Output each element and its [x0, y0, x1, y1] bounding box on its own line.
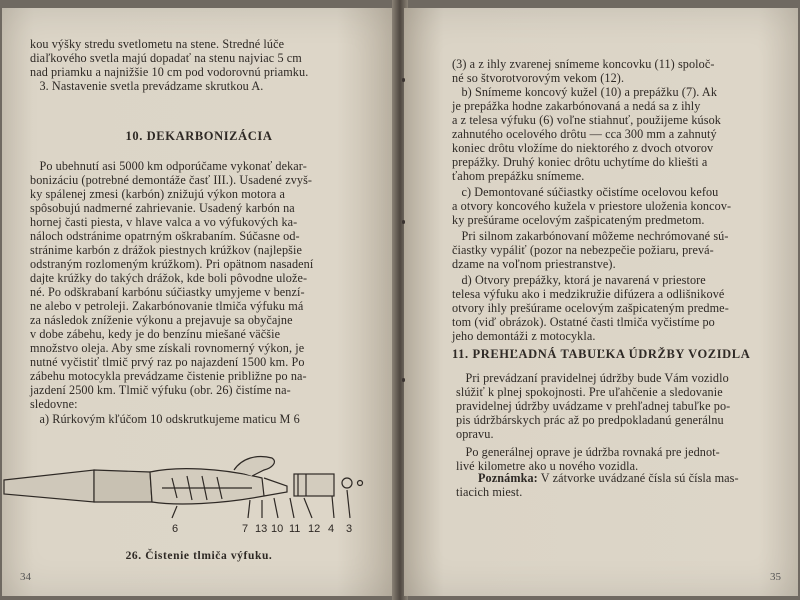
- text-line: Po generálnej oprave je údržba rovnaká pre jednot-: [456, 445, 720, 459]
- text-line: odstraným rozlomeným krúžkom). Pri opätnom nasadení: [30, 257, 314, 271]
- muffler-cleaning-illustration: [2, 448, 396, 558]
- note-line: tiacich miest.: [456, 485, 523, 499]
- text-line: ťahom prepážku snímeme.: [452, 169, 585, 183]
- text-line: livé kilometre ako u nového vozidla.: [456, 459, 639, 473]
- step-a-line: a) Rúrkovým kľúčom 10 odskrutkujeme maticu M 6: [30, 412, 300, 426]
- left-page: [2, 8, 396, 596]
- note-line: [456, 472, 739, 485]
- figure-label: 11: [289, 523, 301, 535]
- text-line: c) Demontované súčiastky očistíme ocelovou kefou: [452, 185, 719, 199]
- text-line: pis údržbárskych prác až po predpokladanú generálnu: [456, 413, 724, 427]
- figure-label: 7: [242, 523, 249, 535]
- page-number-left: 34: [20, 571, 31, 583]
- text-line: zábehu motocykla prevádzame čistenie približne po na-: [30, 369, 307, 383]
- text-line: je prepážka hodne zakarbónovaná a nedá sa z ihly: [452, 99, 701, 113]
- figure-label: 4: [328, 523, 335, 535]
- text-line: 3. Nastavenie svetla prevádzame skrutkou A.: [30, 79, 264, 93]
- text-line: a z telesa výfuku (6) voľne stiahnuť, použijeme kúsok: [452, 113, 721, 127]
- text-line: né so štvorotvorovým vekom (12).: [452, 71, 625, 85]
- section-heading: 11. PREHĽADNÁ TABUĽKA ÚDRŽBY VOZIDLA: [452, 347, 751, 361]
- text-line: opravu.: [456, 427, 494, 441]
- text-line: pravidelnej údržby uvádzame v prehľadnej tabuľke po-: [456, 399, 731, 413]
- text-line: né. Po odškrabaní karbónu súčiastky umyjeme v benzí-: [30, 285, 305, 299]
- figure-label: 6: [172, 523, 179, 535]
- text-line: diaľkového svetla majú dopadať na stenu najviac 5 cm: [30, 51, 302, 65]
- text-line: v dobe zábehu, kedy je do benzínu miešané väčšie: [30, 327, 281, 341]
- text-line: kou výšky stredu svetlometu na stene. Stredné lúče: [30, 37, 285, 51]
- binding-mark: [402, 220, 405, 224]
- text-line: spôsobujú nadmerné zahrievanie. Usadený karbón na: [30, 201, 295, 215]
- text-line: Pri silnom zakarbónovaní môžeme nechrómované sú-: [452, 229, 729, 243]
- text-line: dajte krúžky do takých drážok, kde boli pôvodne ulože-: [30, 271, 308, 285]
- text-line: zahnutého ocelového drôtu — cca 300 mm a zahnutý: [452, 127, 717, 141]
- text-line: ne alebo v petroleji. Zakarbónovanie tlmiča výfuku má: [30, 299, 304, 313]
- text-line: ky prešúrame ocelovým zašpicateným predmetom.: [452, 213, 705, 227]
- text-line: dzame na voľnom priestranstve).: [452, 257, 616, 271]
- text-line: slúžiť k plnej spokojnosti. Pre uľahčenie a sledovanie: [456, 385, 723, 399]
- binding-mark: [402, 78, 405, 82]
- text-line: tom (viď obrázok). Ostatné časti tlmiča vyčistíme po: [452, 315, 715, 329]
- binding-mark: [402, 378, 405, 382]
- text-line: stránime karbón z drážok piestnych krúžkov (najlepšie: [30, 243, 302, 257]
- text-line: (3) a z ihly zvarenej snímeme koncovku (11) spoloč-: [452, 57, 715, 71]
- text-line: koniec drôtu vložíme do niektorého z dvoch otvorov: [452, 141, 714, 155]
- text-line: čiastky vypáliť (pozor na nebezpečie požiaru, prevá-: [452, 243, 714, 257]
- text-line: náloch odstránime opatrným oškrabaním. Súčasne od-: [30, 229, 300, 243]
- text-line: množstvo oleja. Aby sme získali rovnomerný výkon, je: [30, 341, 305, 355]
- text-line: nutné vyčistiť tlmič prvý raz po najazdení 1500 km. Po: [30, 355, 305, 369]
- figure-label: 13: [255, 523, 268, 535]
- text-line: prepážky. Druhý koniec drôtu uchytíme do kliešti a: [452, 155, 708, 169]
- text-line: jazdení 2500 km. Tlmič výfuku (obr. 26) čistíme na-: [30, 383, 291, 397]
- text-line: a otvory koncového kužela v priestore uloženia koncov-: [452, 199, 732, 213]
- text-line: nad priamku a najnižšie 10 cm pod vodorovnú priamku.: [30, 65, 309, 79]
- note-text: V zátvorke uvádzané čísla sú čísla mas-: [537, 471, 739, 485]
- text-line: ky spálenej zmesi (karbón) znižujú výkon motora a: [30, 187, 286, 201]
- text-line: b) Snímeme koncový kužel (10) a prepážku (7). Ak: [452, 85, 718, 99]
- text-line: hornej časti piesta, v hlave valca a vo výfukových ka-: [30, 215, 298, 229]
- text-line: jeho demontáži z motocykla.: [452, 329, 596, 343]
- text-line: za následok zníženie výkonu a prejavuje sa obyčajne: [30, 313, 293, 327]
- text-line: d) Otvory prepážky, ktorá je navarená v priestore: [452, 273, 706, 287]
- page-number-right: 35: [770, 571, 781, 583]
- figure-label: 3: [346, 523, 353, 535]
- text-line: bonizáciu (potrebné demontáže časť III.). Usadené zvyš-: [30, 173, 313, 187]
- note-label: Poznámka:: [478, 471, 538, 485]
- text-line: telesa výfuku ako i medzikružie difúzera a odlišnikové: [452, 287, 725, 301]
- figure-caption: 26. Čistenie tlmiča výfuku.: [125, 550, 273, 562]
- figure-label: 12: [308, 523, 321, 535]
- text-line: otvory ihly prešúrame ocelovým zašpicateným predme-: [452, 301, 729, 315]
- figure-label: 10: [271, 523, 284, 535]
- text-line: sledovne:: [30, 397, 78, 411]
- section-heading: 10. DEKARBONIZÁCIA: [125, 129, 273, 143]
- right-page: [404, 8, 798, 596]
- text-line: Pri prevádzaní pravidelnej údržby bude Vám vozidlo: [456, 371, 729, 385]
- text-line: Po ubehnutí asi 5000 km odporúčame vykonať dekar-: [30, 159, 307, 173]
